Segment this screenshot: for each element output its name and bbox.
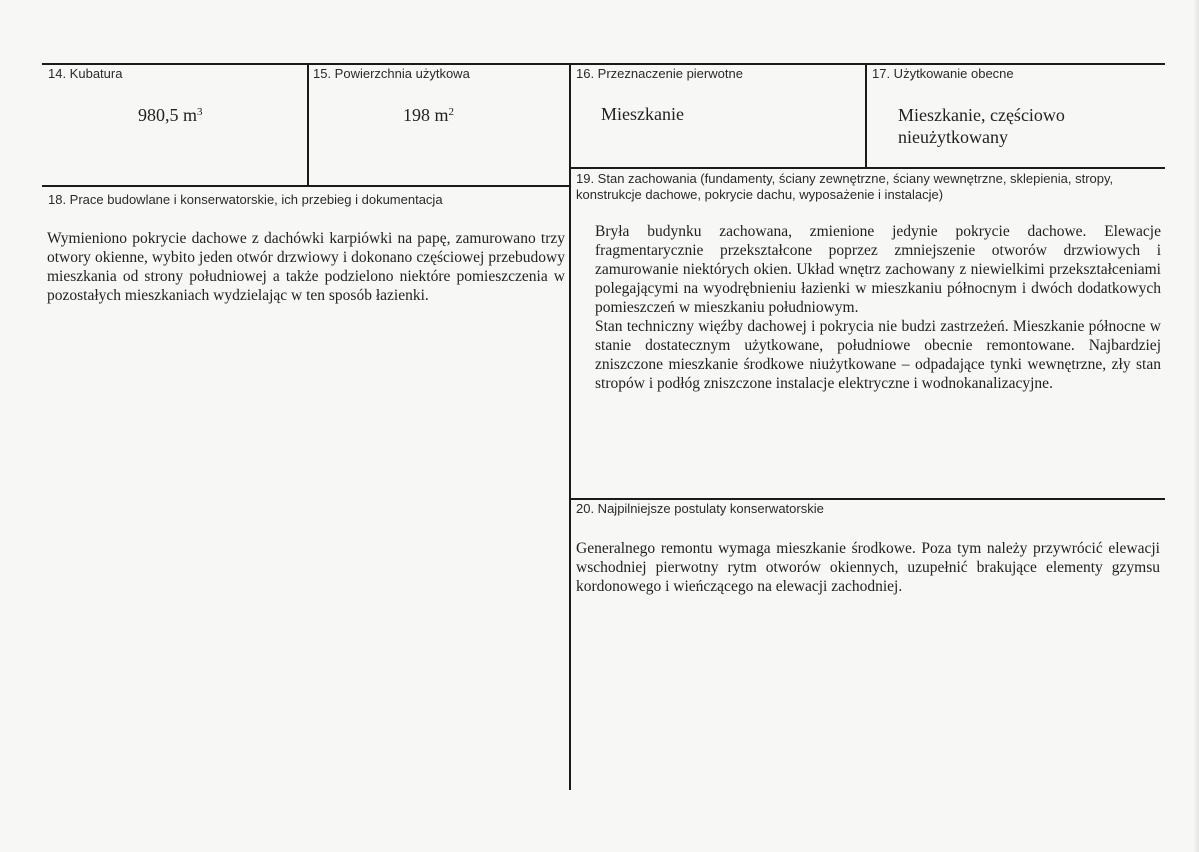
top-border-right: [570, 63, 1165, 65]
field-14-unit-exponent: 3: [197, 106, 203, 118]
divider-14-15: [307, 64, 309, 186]
field-15-unit-exponent: 2: [448, 106, 455, 118]
field-18-label: 18. Prace budowlane i konserwatorskie, ich przebieg i dokumentacja: [48, 192, 443, 207]
field-15-label: 15. Powierzchnia użytkowa: [313, 66, 470, 81]
center-divider: [569, 64, 571, 790]
field-20-label: 20. Najpilniejsze postulaty konserwatorskie: [576, 501, 824, 516]
divider-16-17: [865, 64, 867, 168]
top-border-left: [42, 63, 570, 65]
border-above-20: [570, 498, 1165, 500]
field-14-label: 14. Kubatura: [48, 66, 123, 81]
field-16-label: 16. Przeznaczenie pierwotne: [576, 66, 743, 81]
field-18-text: Wymieniono pokrycie dachowe z dachówki karpiówki na papę, zamurowano trzy otwory okienne, wybito jeden otwór drzwiowy i dokonano częściowej przebudowy mieszkania od strony południowej a także podzielono niektóre pomieszczenia w pozostałych mieszkaniach wydzielając w ten sposób łazienki.: [47, 230, 565, 304]
field-16-value: Mieszkanie: [601, 104, 684, 124]
border-above-18: [42, 185, 570, 187]
field-20-text: Generalnego remontu wymaga mieszkanie środkowe. Poza tym należy przywrócić elewacji wschodniej pierwotny rytm otworów okiennych, uzupełnić brakujące elementy gzymsu kordonowego i wieńczącego na elewacji zachodniej.: [576, 540, 1160, 595]
border-above-19: [570, 167, 1165, 169]
field-17-value: Mieszkanie, częściowo nieużytkowany: [898, 105, 1065, 147]
field-19-paragraph-1: Bryła budynku zachowana, zmienione jedynie pokrycie dachowe. Elewacje fragmentarycznie przekształcone poprzez zmniejszenie otworów drzwiowych i zamurowanie niektórych okien. Układ wnętrz zachowany z niewielkimi przekształceniami polegającymi na wyodrębnieniu łazienki w mieszkaniu północnym i dwóch dodatkowych pomieszczeń w mieszkaniu południowym.: [595, 223, 1161, 316]
field-15-value: [403, 104, 454, 126]
field-14-number: 980,5 m: [138, 105, 198, 125]
field-19-paragraph-2: Stan techniczny więźby dachowej i pokrycia nie budzi zastrzeżeń. Mieszkanie północne w stanie dostatecznym użytkowane, południowe obecnie remontowane. Najbardziej zniszczone mieszkanie środkowe niużytkowane – odpadające tynki wewnętrzne, zły stan stropów i podłóg zniszczone instalacje elektryczne i wodnokanalizacyjne.: [595, 318, 1161, 392]
field-15-number: 198 m: [403, 105, 449, 125]
field-14-value: [138, 104, 203, 126]
scan-edge-shadow: [1193, 0, 1199, 852]
field-17-label: 17. Użytkowanie obecne: [872, 66, 1014, 81]
field-19-label: 19. Stan zachowania (fundamenty, ściany zewnętrzne, ściany wewnętrzne, sklepienia, stropy, konstrukcje dachowe, pokrycie dachu, wyposażenie i instalacje): [576, 171, 1114, 202]
field-19-text: [595, 222, 1161, 393]
